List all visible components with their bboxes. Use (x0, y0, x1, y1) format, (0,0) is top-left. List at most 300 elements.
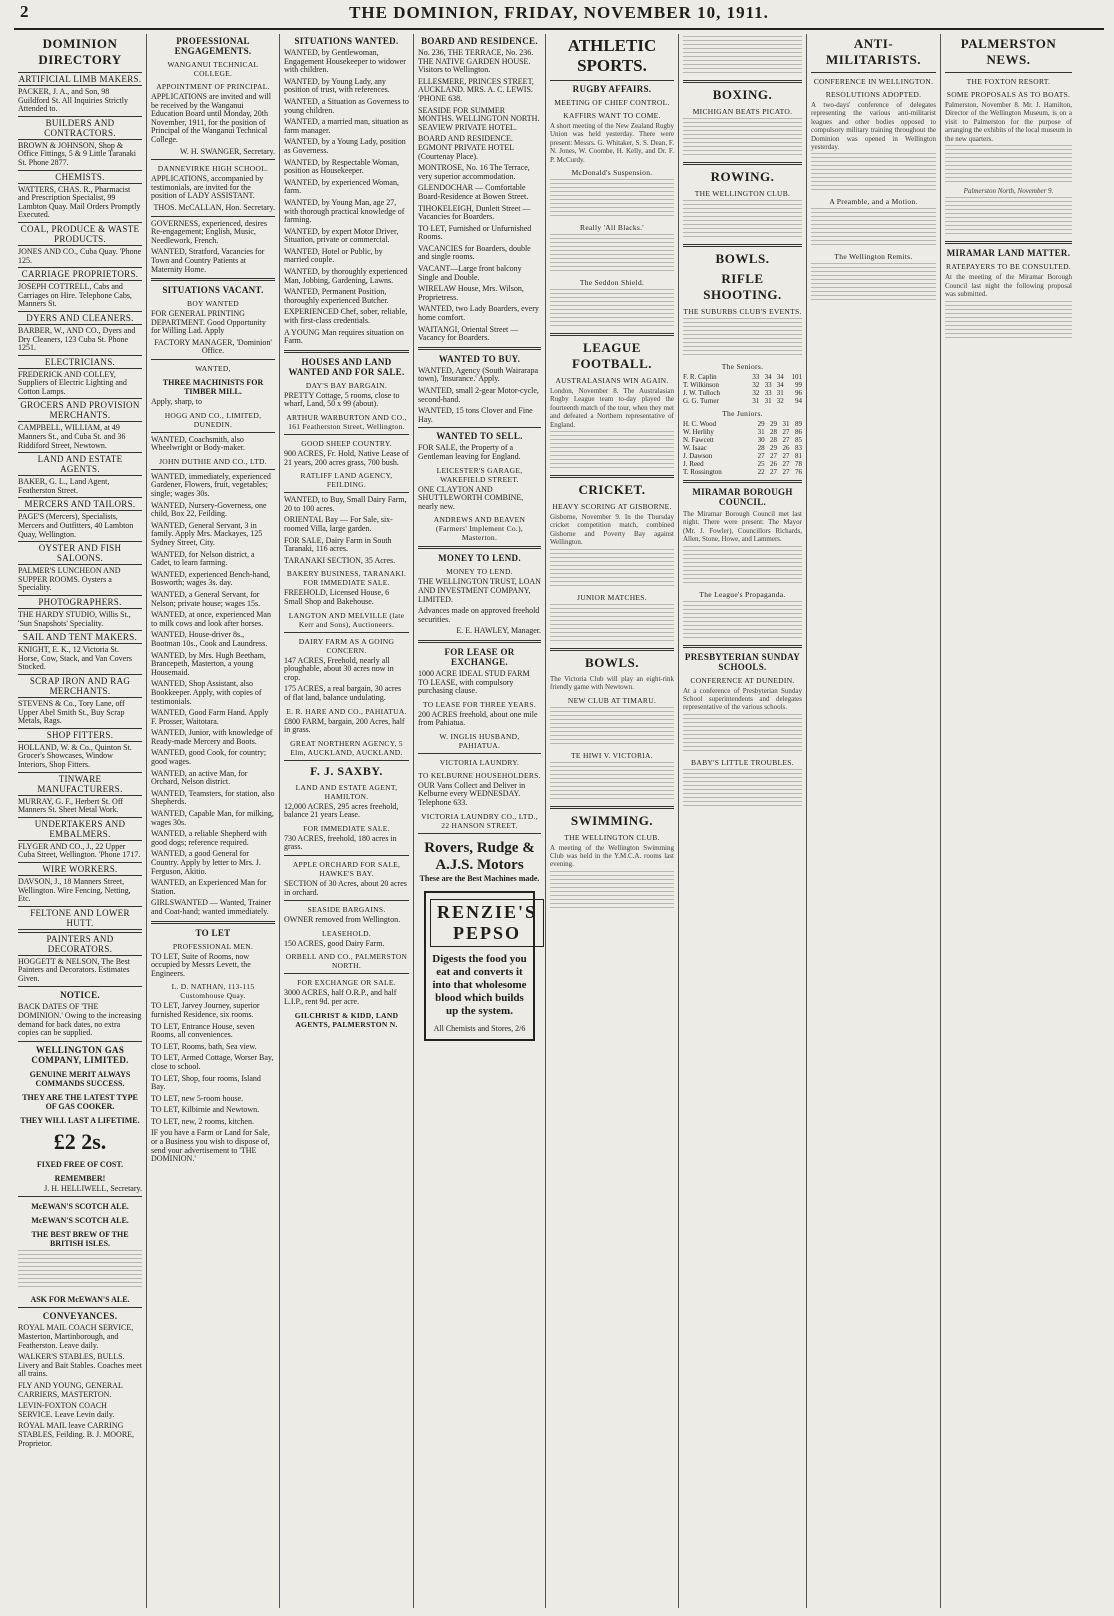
directory-entry: BROWN & JOHNSON, Shop & Office Fittings, 5 & 9 Little Taranaki St. Phone 2877. (18, 140, 137, 167)
bakery-heading: BAKERY BUSINESS, TARANAKI. FOR IMMEDIATE SALE. (286, 569, 407, 588)
directory-entry: CAMPBELL, WILLIAM, at 49 Manners St., and Cuba St. and 36 Riddiford Street, Newtown. (18, 423, 126, 450)
competitor-name: W. Isaac (683, 444, 707, 452)
baby-heading: BABY'S LITTLE TROUBLES. (691, 757, 794, 767)
classified-ads (151, 473, 275, 917)
score-cell: 27 (757, 452, 765, 460)
page-number: 2 (20, 2, 29, 21)
article-body (550, 762, 674, 802)
article-body (550, 707, 674, 747)
classified-ad: WANTED, Nursery-Governess, one child, Box 22, Feilding. (151, 500, 267, 519)
dairy-farm-heading: DAIRY FARM AS A GOING CONCERN. (298, 636, 395, 655)
advertiser-name: GILCHRIST & KIDD, LAND AGENTS, PALMERSTON N. (294, 1010, 399, 1029)
article-body (945, 197, 1072, 237)
juniors-heading: The Juniors. (722, 409, 763, 418)
classified-ad: IF you have a Farm or Land for Sale, or a Business you wish to dispose of, send your advertisement to 'THE DOMINION.' (151, 1128, 270, 1164)
classified-ad: FREEHOLD, Licensed House, 6 Small Shop and Bakehouse. (284, 588, 390, 606)
money-to-lend-heading: MONEY TO LEND. (438, 553, 521, 564)
lease-exchange-heading: FOR LEASE OR EXCHANGE. (444, 646, 515, 667)
advertiser-name: GREAT NORTHERN AGENCY, 5 Elm, AUCKLAND, AUCKLAND. (290, 738, 403, 757)
classified-ad: WANTED, a General Servant, for Nelson; private house; wages 15s. (151, 589, 261, 608)
score-cell: 33 (752, 373, 760, 381)
directory-entry: THE HARDY STUDIO, Willis St., 'Sun Snapshots' Speciality. (18, 610, 131, 628)
board-list (418, 49, 541, 343)
classified-ad: 900 ACRES, Fr. Hold, Native Lease of 21 years, 200 acres grass, 700 bush. (284, 449, 409, 467)
suburbs-heading: THE SUBURBS CLUB'S EVENTS. (683, 307, 802, 316)
advertiser-name: LANGTON AND MELVILLE (late Kerr and Sons), Auctioneers. (288, 610, 405, 629)
classified-ad: WANTED, experienced Bench-hand, Bosworth; wages 3s. day. (151, 569, 271, 588)
advertiser-name: W. INGLIS HUSBAND, PAHIATUA. (439, 731, 520, 750)
leasehold-heading: LEASEHOLD. (321, 928, 372, 938)
classified-ad: WANTED, two Lady Boarders, every home comfort. (418, 304, 539, 323)
advertiser-name: RATLIFF LAND AGENCY, FEILDING. (300, 471, 393, 490)
college-name: WANGANUI TECHNICAL COLLEGE. (167, 60, 259, 78)
conveyances-heading: CONVEYANCES. (42, 1311, 118, 1322)
classified-ad: TO LET, Armed Cottage, Worser Bay, close to school. (151, 1053, 274, 1071)
article-body (683, 36, 802, 76)
classified-ad: TIHOKELEIGH, Dunlett Street — Vacancies for Boarders. (418, 203, 531, 222)
classified-ad: WANTED, by experienced Woman, farm. (284, 177, 399, 196)
miramar-text: The Miramar Borough Council met last night. There were present: The Mayor (Mr. J. Fowler), Councillors Richards, Allen, Stone, Howe, and Lammers. (683, 510, 802, 544)
situations-vacant-heading: SITUATIONS VACANT. (162, 285, 264, 296)
score-cell: 96 (795, 389, 802, 397)
article-body (683, 318, 802, 358)
classified-ad: VACANT—Large front balcony Single and Double. (418, 264, 522, 282)
directory-entry: PALMER'S LUNCHEON AND SUPPER ROOMS. Oysters a Speciality. (18, 566, 121, 593)
classified-ad: WANTED, Good Farm Hand. Apply F. Prosser, Waitotara. (151, 708, 269, 726)
classified-ad: WANTED, by Respectable Woman, position as Housekeeper. (284, 157, 399, 176)
classified-ad: A YOUNG Man requires situation on Farm. (284, 327, 404, 346)
miramar-land-heading: MIRAMAR LAND MATTER. (946, 248, 1071, 259)
score-cell: 31 (776, 389, 784, 397)
classified-ad: WANTED, Shop Assistant, also Bookkeeper. Apply, with copies of testimonials. (151, 679, 262, 706)
classified-ad: APPLICATIONS, accompanied by testimonials, are invited for the position of LADY ASSISTANT. (151, 174, 264, 201)
score-row (683, 460, 802, 468)
cricket-heading: CRICKET. (578, 482, 646, 498)
ale-line-3: THE BEST BREW OF THE BRITISH ISLES. (31, 1230, 129, 1249)
score-cell: 83 (795, 444, 802, 452)
score-row (683, 373, 802, 381)
score-cell: 27 (770, 452, 778, 460)
classified-ad: BOARD AND RESIDENCE. EGMONT PRIVATE HOTEL (Courtenay Place). (418, 134, 514, 161)
pepso-name: PEPSO (453, 922, 522, 943)
directory-entry: MURRAY, G. F., Herbert St. Off Manners St. Sheet Metal Work. (18, 796, 123, 815)
competitor-name: N. Fawcett (683, 436, 714, 444)
classified-ad: 200 ACRES freehold, about one mile from Pahiatua. (418, 709, 538, 728)
article-body (683, 546, 802, 586)
situations-wanted-heading: SITUATIONS WANTED. (294, 36, 399, 46)
junior-scores-table (683, 420, 802, 476)
classified-ad: GIRLSWANTED — Wanted, Trainer and Coat-hand; wanted immediately. (151, 898, 272, 916)
score-cell: 27 (782, 468, 790, 476)
column-directory (14, 34, 147, 1608)
money-to-lend-sub: MONEY TO LEND. (446, 567, 513, 577)
ale-line-4: ASK FOR McEWAN'S ALE. (30, 1295, 130, 1305)
hiwi-heading: TE HIWI V. VICTORIA. (571, 750, 653, 760)
directory-entry: STEVENS & Co., Tory Lane, off Upper Abel Smith St., Buy Scrap Metals, Rags. (18, 698, 125, 726)
immediate-sale: FOR IMMEDIATE SALE. (303, 823, 390, 833)
classified-ad: MONTROSE, No. 16 The Terrace, very superior accommodation. (418, 163, 530, 181)
score-cell: 28 (770, 436, 778, 444)
meeting-heading: MEETING OF CHIEF CONTROL. (554, 98, 670, 107)
score-cell: 28 (757, 444, 765, 452)
article-body (683, 200, 802, 240)
classified-ad: WIRELAW House, Mrs. Wilson, Proprietress. (418, 284, 524, 302)
directory-category: SAIL AND TENT MAKERS. (18, 630, 142, 644)
classified-ad: WANTED, a reliable Shepherd with good dogs; reference required. (151, 829, 267, 847)
machinists-ad: THREE MACHINISTS FOR TIMBER MILL. (162, 378, 264, 397)
classified-ad: ORIENTAL Bay — For Sale, six-roomed Villa, large garden. (284, 515, 393, 533)
score-cell: 27 (782, 452, 790, 460)
notice-text: BACK DATES OF 'THE DOMINION.' Owing to the increasing demand for back dates, no extra copies can be supplied. (18, 1002, 142, 1038)
article-body (550, 289, 674, 329)
directory-category: UNDERTAKERS AND EMBALMERS. (18, 817, 142, 841)
score-cell: 31 (757, 428, 765, 436)
gas-signature: J. H. HELLIWELL, Secretary. (44, 1183, 142, 1193)
classified-ad: WANTED, General Servant, 3 in family. Apply Mrs. Mackayes, 125 Sydney Street, City. (151, 520, 263, 547)
classified-ad: WANTED, Capable Man, for milking, wages 30s. (151, 809, 274, 827)
laundry-heading: VICTORIA LAUNDRY. (439, 757, 520, 767)
classified-ad: TO LET, Suite of Rooms, now occupied by Messrs Levett, the Engineers. (151, 951, 251, 978)
column-professional (147, 34, 280, 1608)
gas-fixed: FIXED FREE OF COST. (36, 1159, 124, 1169)
conference-heading: CONFERENCE IN WELLINGTON. (813, 77, 934, 86)
classified-ad: 147 ACRES, Freehold, nearly all ploughable, about 30 acres now in crop. (284, 655, 394, 682)
ad-signature: THOS. McCALLAN, Hon. Secretary. (153, 202, 275, 212)
score-cell: 29 (757, 420, 765, 428)
seddon-heading: The Seddon Shield. (579, 278, 645, 288)
rugby-heading: RUGBY AFFAIRS. (572, 84, 652, 94)
classified-ad: WANTED, an active Man, for Orchard, Nelson district. (151, 768, 248, 787)
directory-category: ARTIFICIAL LIMB MAKERS. (18, 74, 142, 84)
classified-ad: FOR SALE, the Property of a Gentleman leaving for England. (418, 443, 521, 461)
classified-ad: WANTED, Agency (South Wairarapa town), 'Insurance.' Apply. (418, 365, 539, 384)
score-cell: 32 (752, 389, 760, 397)
boxing-sub: MICHIGAN BEATS PICATO. (692, 107, 793, 116)
directory-category: OYSTER AND FISH SALOONS. (18, 541, 142, 565)
foxton-text: Palmerston, November 8. Mr. J. Hamilton, Director of the Wellington Museum, is on a visit to Palmerston for the purpose of arranging the exhibits of the local museum in the new quarters. (945, 101, 1072, 143)
directory-category: CHEMISTS. (18, 170, 142, 184)
classified-ad: WANTED, Permanent Position, thoroughly experienced Butcher. (284, 287, 389, 305)
columns (14, 34, 1104, 1608)
score-cell: 27 (770, 468, 778, 476)
pepso-text: Digests the food you eat and converts it into that wholesome blood which builds up the system. (432, 952, 527, 1017)
classified-ad: WANTED, by Young Lady, any position of trust, with references. (284, 76, 390, 95)
score-cell: 34 (764, 373, 772, 381)
score-cell: 99 (795, 381, 802, 389)
score-cell: 94 (795, 397, 802, 405)
advertiser-name: JOHN DUTHIE AND CO., LTD. (159, 456, 267, 466)
presbyterian-text: At a conference of Presbyterian Sunday School superintendents and delegates representative of the various schools. (683, 686, 802, 712)
classified-ad: WANTED, Junior, with knowledge of Ready-made Mercery and Boots. (151, 728, 273, 746)
score-row (683, 381, 802, 389)
league-propaganda-heading: The League's Propaganda. (699, 589, 786, 599)
cricket-text: Gisborne, November 9. In the Thursday cricket competition match, combined Gisborne and Poverty Bay against Wellington. (550, 513, 674, 547)
classified-ad: TO LET, Kilbirnie and Newtown. (151, 1105, 260, 1115)
article-body (683, 769, 802, 809)
classified-ad: TO LET, new, 2 rooms, kitchen. (151, 1116, 254, 1126)
classified-ads (151, 1002, 275, 1164)
score-cell: 86 (795, 428, 802, 436)
timaru-heading: NEW CLUB AT TIMARU. (567, 695, 657, 705)
classified-ad: WANTED, by expert Motor Driver, Situation, private or commercial. (284, 226, 399, 245)
directory-entry: JOSEPH COTTRELL, Cabs and Carriages on Hire. Telephone Cabs, Manners St. (18, 282, 132, 309)
advertiser-name: VICTORIA LAUNDRY CO., LTD., 22 HANSON STREET. (421, 811, 538, 830)
classified-ad: EXPERIENCED Chef, sober, reliable, with first-class credentials. (284, 307, 408, 326)
gas-lead-1: GENUINE MERIT ALWAYS COMMANDS SUCCESS. (29, 1069, 131, 1088)
bowls-text: The Victoria Club will play an eight-rink friendly game with Newtown. (550, 674, 674, 692)
gisborne-heading: HEAVY SCORING AT GISBORNE. (552, 502, 672, 512)
classified-ad: OUR Vans Collect and Deliver in Kelburne every WEDNESDAY. Telephone 633. (418, 780, 526, 808)
classified-ad: SEASIDE FOR SUMMER MONTHS. WELLINGTON NORTH. SEAVIEW PRIVATE HOTEL. (418, 105, 540, 132)
classified-ad: WANTED, by Mrs. Hugh Beetham, Brancepeth, Masterton, a young Housemaid. (151, 650, 266, 677)
score-cell: 29 (770, 420, 778, 428)
classified-ad: WANTED, good Cook, for country; good wages. (151, 748, 267, 767)
classified-ad: WANTED, a good General for Country. Apply by letter to Mrs. J. Ferguson, Akitio. (151, 849, 261, 876)
classified-ad: WANTED, a married man, situation as farm manager. (284, 117, 409, 135)
classified-ad: WANTED, Coachsmith, also Wheelwright or Body-maker. (151, 434, 245, 453)
situations-list (284, 49, 409, 346)
score-cell: 25 (757, 460, 765, 468)
gas-company-heading: WELLINGTON GAS COMPANY, LIMITED. (31, 1044, 129, 1065)
classified-ad: 1000 ACRE IDEAL STUD FARM TO LEASE, with compulsory purchasing clause. (418, 668, 530, 696)
score-cell: 78 (795, 460, 802, 468)
classified-ad: ELLESMERE, PRINCES STREET, AUCKLAND. MRS. A. C. LEWIS. 'PHONE 638. (418, 76, 534, 103)
score-cell: 76 (795, 468, 802, 476)
article-body (945, 145, 1072, 185)
pepso-brand-line: RENZIE'S (437, 901, 538, 922)
advertiser-name: E. R. HARE AND CO., PAHIATUA. (286, 706, 407, 716)
score-cell: 31 (752, 397, 760, 405)
all-blacks-heading: Really 'All Blacks.' (580, 223, 644, 233)
swim-text: A meeting of the Wellington Swimming Club was held in the Y.M.C.A. rooms last evening. (550, 843, 674, 869)
advertiser-name: ANDREWS AND BEAVEN (Farmers' Implement Co.), Masterton. (433, 515, 526, 543)
ad-signature: W. H. SWANGER, Secretary. (180, 146, 275, 156)
conveyance-ad: ROYAL MAIL leave CARRING STABLES, Feilding. B. J. MOORE, Proprietor. (18, 1421, 135, 1448)
directory-category: PAINTERS AND DECORATORS. (18, 932, 142, 956)
gas-price: £2 2s. (53, 1128, 107, 1154)
classified-ad: WANTED, for Nelson district, a Cadet, to learn farming. (151, 549, 255, 568)
directory-list (18, 72, 142, 983)
classified-ad: WANTED, at once, experienced Man to milk cows and look after horses. (151, 610, 271, 628)
classified-ad: 730 ACRES, freehold, 180 acres in grass. (284, 833, 397, 852)
directory-category: DYERS AND CLEANERS. (18, 311, 142, 325)
conveyance-ad: LEVIN-FOXTON COACH SERVICE. Leave Levin daily. (18, 1401, 115, 1419)
score-row (683, 436, 802, 444)
senior-scores-table (683, 373, 802, 405)
score-row (683, 389, 802, 397)
classified-ad: SECTION of 30 Acres, about 20 acres in orchard. (284, 879, 407, 897)
score-cell: 30 (757, 436, 765, 444)
ratepayers-heading: RATEPAYERS TO BE CONSULTED. (946, 262, 1071, 272)
classified-ad: GLENDOCHAR — Comfortable Board-Residence at Bowen Street. (418, 183, 529, 201)
league-text: London, November 8. The Australasian Rugby League team to-day played the fourteenth match of the tour, when they met and defeated a Northern representative of England. (550, 387, 674, 429)
directory-entry: PAGE'S (Mercers), Specialists, Mercers and Outfitters, 40 Lambton Quay, Wellington. (18, 512, 134, 539)
competitor-name: G. G. Turner (683, 397, 719, 405)
directory-entry: FREDERICK AND COLLEY, Suppliers of Electric Lighting and Cotton Lamps. (18, 369, 127, 396)
aussie-heading: AUSTRALASIANS WIN AGAIN. (555, 376, 669, 386)
score-cell: 33 (764, 389, 772, 397)
pepso-brand (430, 899, 544, 947)
classified-ad: No. 236, THE TERRACE, No. 236. THE NATIVE GARDEN HOUSE. Visitors to Wellington. (418, 48, 534, 75)
miramar-land-text: At the meeting of the Miramar Borough Council last night the following proposal was submitted. (945, 273, 1072, 299)
boxing-heading: BOXING. (712, 87, 773, 102)
days-bay-heading: DAY'S BAY BARGAIN. (305, 380, 388, 390)
wanted-to-buy-heading: WANTED TO BUY. (438, 353, 521, 364)
anti-militarists-text: A two-days' conference of delegates representing the various anti-militarist leagues and other bodies opposed to compulsory military training throughout the Dominion was opened in Wellington yesterday. (811, 101, 936, 152)
directory-entry: HOLLAND, W. & Co., Quinton St. Grocer's Showcases, Window Interiors, Shop Fitters. (18, 742, 132, 769)
classified-ad: GOVERNESS, experienced, desires Re-engagement; English, Music, Needlework, French. (151, 218, 267, 245)
palmerston-title: PALMERSTON NEWS. (960, 36, 1057, 67)
saxby-name: F. J. SAXBY. (310, 763, 383, 778)
directory-entry: HOGGETT & NELSON, The Best Painters and Decorators. Estimates Given. (18, 956, 130, 983)
score-cell: 22 (757, 468, 765, 476)
motors-advert (418, 840, 541, 883)
directory-category: LAND AND ESTATE AGENTS. (18, 452, 142, 476)
miramar-council-heading: MIRAMAR BOROUGH COUNCIL. (692, 487, 793, 507)
directory-entry: BARBER, W., AND CO., Dyers and Dry Cleaners, 123 Cuba St. Phone 1251. (18, 325, 136, 353)
column-palmerston-news (941, 34, 1076, 1608)
classified-ad: TO LET, Rooms, bath, Sea view. (151, 1041, 257, 1051)
score-cell: 31 (764, 397, 772, 405)
score-cell: 27 (782, 428, 790, 436)
masthead (14, 0, 1104, 30)
classified-ad: TO LET, Shop, four rooms, Island Bay. (151, 1073, 261, 1092)
competitor-name: T. Rossington (683, 468, 722, 476)
classified-ad: WANTED, immediately, experienced Gardener, Flowers, fruit, vegetables; single; wages 30s. (151, 471, 271, 499)
score-cell: 32 (752, 381, 760, 389)
competitor-name: J. W. Tulloch (683, 389, 720, 397)
classified-ad: WANTED, an Experienced Man for Station. (151, 878, 267, 896)
article-body (550, 234, 674, 274)
classified-ad: WANTED, by a Young Lady, position as Governess. (284, 137, 406, 155)
article-body (811, 153, 936, 193)
score-row (683, 397, 802, 405)
article-body (550, 604, 674, 644)
score-cell: 89 (795, 420, 802, 428)
directory-category: WIRE WORKERS. (18, 862, 142, 876)
rowing-heading: ROWING. (710, 169, 775, 184)
motors-sub: These are the Best Machines made. (419, 873, 540, 883)
directory-entry: BAKER, G. L., Land Agent, Featherston Street. (18, 477, 110, 495)
athletic-title: ATHLETIC SPORTS. (567, 36, 657, 75)
classified-ad: FOR SALE, Dairy Farm in South Taranaki, 116 acres. (284, 535, 392, 554)
directory-category: CARRIAGE PROPRIETORS. (18, 267, 142, 281)
advertiser-name: HOGG AND CO., LIMITED, DUNEDIN. (164, 410, 262, 429)
classified-ad: WANTED, Teamsters, for station, also Shepherds. (151, 788, 275, 807)
score-cell: 27 (782, 436, 790, 444)
foxton-heading: THE FOXTON RESORT. (966, 77, 1051, 86)
saxby-sub: LAND AND ESTATE AGENT, HAMILTON. (295, 782, 398, 801)
directory-category: SHOP FITTERS. (18, 728, 142, 742)
competitor-name: F. R. Caplin (683, 373, 717, 381)
ale-body-text (18, 1250, 142, 1290)
directory-entry: PACKER, J. A., and Son, 98 Guildford St. All Inquiries Strictly Attended to. (18, 87, 128, 114)
houses-heading: HOUSES AND LAND WANTED AND FOR SALE. (288, 356, 405, 377)
exchange-heading: FOR EXCHANGE OR SALE. (297, 978, 396, 988)
bowls-heading: BOWLS. (585, 654, 639, 670)
competitor-name: T. Wilkinson (683, 381, 720, 389)
classified-ad: WANTED, to Buy, Small Dairy Farm, 20 to 100 acres. (284, 495, 407, 513)
three-years-heading: TO LEASE FOR THREE YEARS. (423, 699, 536, 709)
score-cell: 85 (795, 436, 802, 444)
column-sports-continued (679, 34, 807, 1608)
article-body (811, 263, 936, 303)
apply-text: Apply, sharp, to (151, 397, 203, 407)
presbyterian-heading: PRESBYTERIAN SUNDAY SCHOOLS. (684, 651, 801, 672)
apple-orchard-heading: APPLE ORCHARD FOR SALE, HAWKE'S BAY. (292, 860, 401, 879)
column-athletic-sports (546, 34, 679, 1608)
score-row (683, 468, 802, 476)
board-residence-heading: BOARD AND RESIDENCE. (421, 36, 538, 46)
newspaper-title: THE DOMINION, FRIDAY, NOVEMBER 10, 1911. (349, 3, 769, 22)
classified-ad: 3000 ACRES, half O.R.P., and half L.I.P., rent 9d. per acre. (284, 988, 397, 1007)
directory-category: PHOTOGRAPHERS. (18, 595, 142, 609)
score-cell: 27 (782, 460, 790, 468)
article-body (550, 871, 674, 911)
article-body (683, 714, 802, 754)
classified-ad: WANTED, Hotel or Public, by married couple. (284, 246, 383, 265)
score-cell: 101 (791, 373, 802, 381)
article-body (550, 179, 674, 219)
junior-heading: JUNIOR MATCHES. (577, 592, 647, 602)
classified-ad: WANTED, by thoroughly experienced Man, Jobbing, Gardening, Lawns. (284, 267, 408, 285)
score-row (683, 428, 802, 436)
directory-category: COAL, PRODUCE & WASTE PRODUCTS. (18, 222, 142, 246)
ad-signature: FACTORY MANAGER, 'Dominion' Office. (154, 337, 272, 356)
article-body (683, 118, 802, 158)
seaside-heading: SEASIDE BARGAINS. (307, 905, 386, 915)
classified-ad: WAITANGI, Oriental Street — Vacancy for Boarders. (418, 324, 519, 343)
score-row (683, 452, 802, 460)
classified-ad: WANTED, by Young Man, age 27, with thorough practical knowledge of farming. (284, 197, 405, 225)
foxton-sub: SOME PROPOSALS AS TO BOATS. (946, 90, 1071, 99)
classified-ad: PRETTY Cottage, 5 rooms, close to wharf, Land, 50 x 99 (about). (284, 390, 400, 409)
classified-ad: £800 FARM, bargain, 200 Acres, half in grass. (284, 716, 405, 735)
score-cell: 32 (776, 397, 784, 405)
article-body (550, 549, 674, 589)
notice-heading: NOTICE. (60, 990, 100, 1001)
classified-ad: 175 ACRES, a real bargain, 30 acres of flat land, balance undulating. (284, 684, 402, 702)
article-body (550, 431, 674, 471)
article-body (683, 601, 802, 641)
bowls-heading: BOWLS. (715, 251, 770, 266)
classified-ad: TO LET, Furnished or Unfurnished Rooms. (418, 223, 532, 242)
remits-heading: The Wellington Remits. (834, 252, 913, 262)
anti-militarists-title: ANTI-MILITARISTS. (826, 36, 921, 67)
ale-line-2: McEWAN'S SCOTCH ALE. (31, 1216, 129, 1226)
conveyance-ad: ROYAL MAIL COACH SERVICE, Masterton, Martinborough, and Featherston. Leave daily. (18, 1323, 134, 1350)
directory-entry: WATTERS, CHAS. R., Pharmacist and Prescription Specialist, 99 Lambton Quay. Mail Orders Promptly Executed. (18, 184, 141, 220)
competitor-name: W. Herlihy (683, 428, 714, 436)
gas-remember: REMEMBER! (54, 1173, 106, 1183)
directory-entry: JONES AND CO., Cuba Quay. 'Phone 125. (18, 246, 142, 265)
gas-lead-3: THEY WILL LAST A LIFETIME. (20, 1115, 140, 1125)
classified-ad: TO LET, Jarvey Journey, superior furnished Residence, six rooms. (151, 1001, 260, 1019)
score-cell: 81 (795, 452, 802, 460)
wanted-to-sell-heading: WANTED TO SELL. (436, 431, 523, 442)
directory-entry: DAVSON, J., 18 Manners Street, Wellington. Wire Fencing, Netting, Etc. (18, 876, 131, 904)
rowing-sub: THE WELLINGTON CLUB. (694, 189, 791, 198)
column-board-residence (414, 34, 546, 1608)
householders-heading: TO KELBURNE HOUSEHOLDERS. (418, 770, 541, 780)
preamble-heading: A Preamble, and a Motion. (829, 197, 918, 207)
classified-ad: WANTED, small 2-gear Motor-cycle, second-hand. (418, 386, 539, 404)
classified-ad: VACANCIES for Boarders, double and single rooms. (418, 243, 531, 262)
score-cell: 34 (776, 381, 784, 389)
classified-ad: FOR GENERAL PRINTING DEPARTMENT. Good Opportunity for Willing Lad. Apply (151, 309, 266, 336)
competitor-name: J. Dawson (683, 452, 713, 460)
classified-ad: TO LET, new 5-room house. (151, 1093, 244, 1103)
